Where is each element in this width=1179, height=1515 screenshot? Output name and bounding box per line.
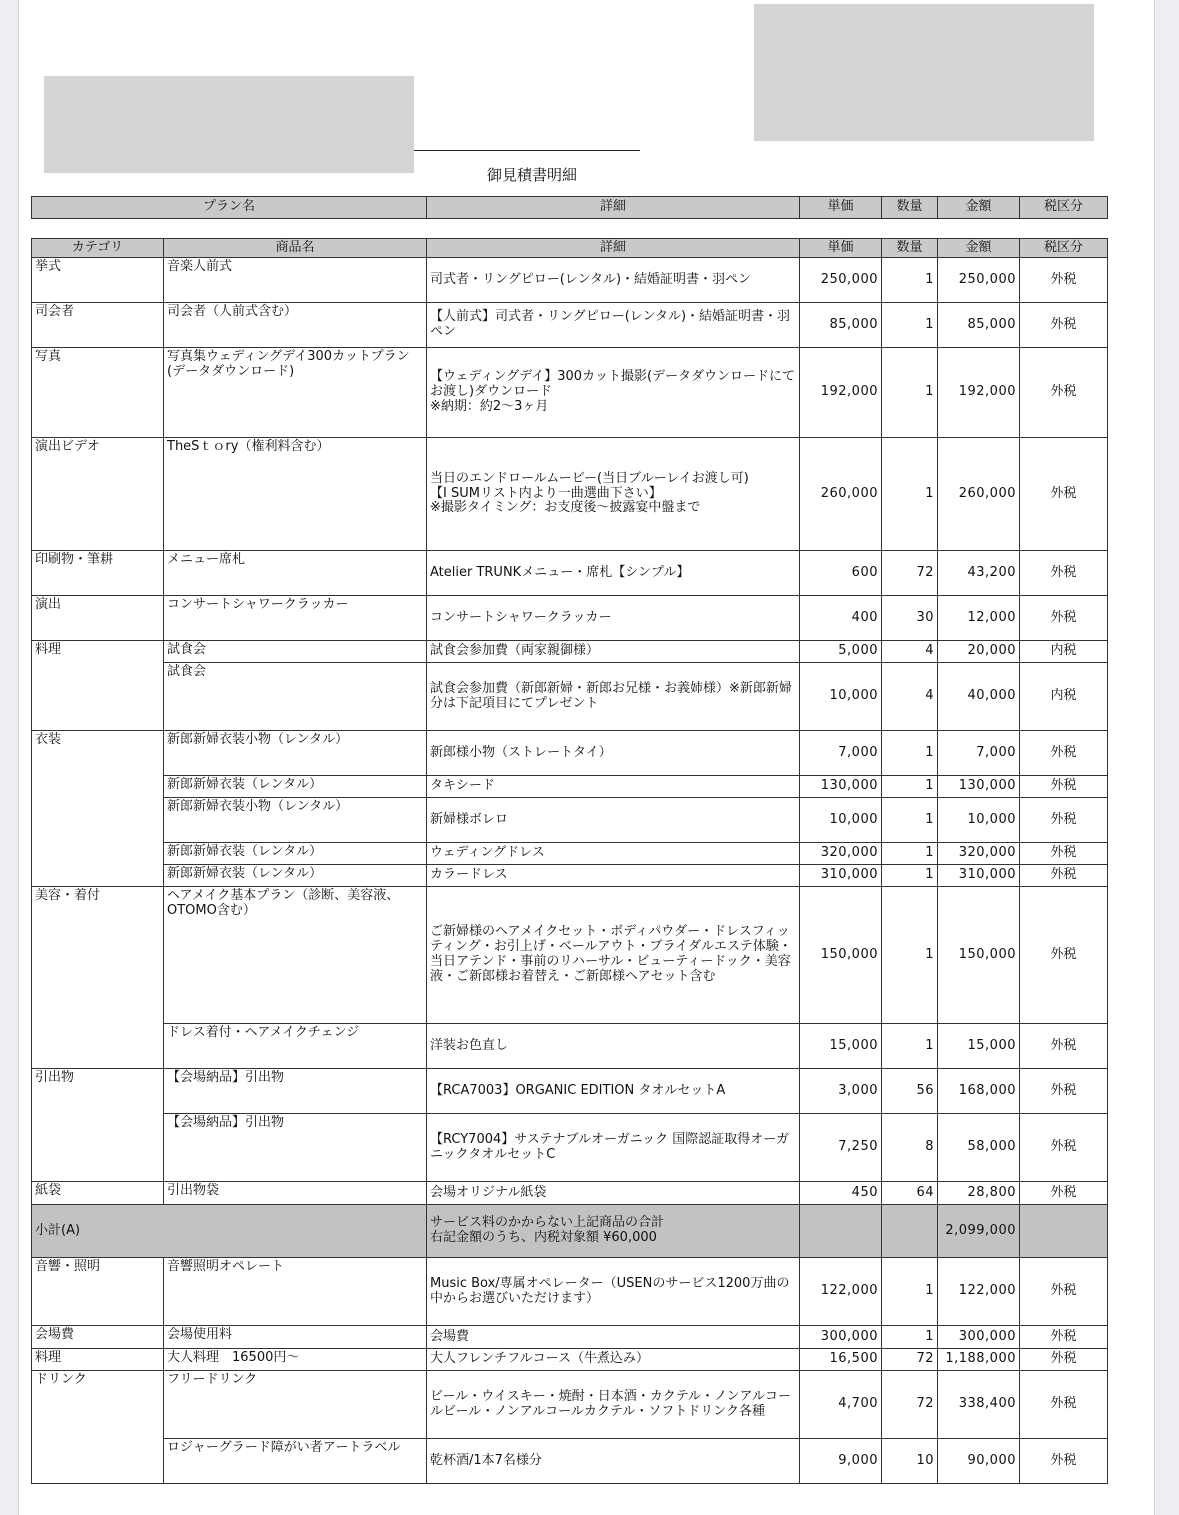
tax-type-cell: 外税 [1020, 865, 1108, 887]
detail-cell: 会場オリジナル紙袋 [427, 1182, 800, 1205]
detail-header-row [32, 239, 1108, 258]
table-row [32, 551, 1108, 596]
table-row [32, 663, 1108, 731]
tax-type-header: 税区分 [1020, 239, 1108, 258]
unit-price-cell: 10,000 [800, 798, 882, 843]
table-row [32, 843, 1108, 865]
tax-type-cell: 外税 [1020, 1069, 1108, 1114]
tax-type-cell: 内税 [1020, 641, 1108, 663]
table-row [32, 641, 1108, 663]
quantity-cell: 4 [882, 641, 938, 663]
unit-price-cell: 7,000 [800, 731, 882, 776]
category-cell [32, 865, 164, 887]
amount-header: 金額 [938, 239, 1020, 258]
table-row [32, 731, 1108, 776]
item-name-cell: フリードリンク [164, 1371, 427, 1439]
detail-cell: ご新婦様のヘアメイクセット・ボディパウダー・ドレスフィッティング・お引上げ・ベールアウト・ブライダルエステ体験・当日アテンド・事前のリハーサル・ビューティードック・美容液・ご新郎様お着替え・ご新郎様ヘアセット含む [427, 887, 800, 1024]
category-cell: 音響・照明 [32, 1258, 164, 1326]
unit-price-cell: 250,000 [800, 258, 882, 303]
unit-price-cell: 16,500 [800, 1349, 882, 1371]
quantity-cell: 4 [882, 663, 938, 731]
title-rule [414, 150, 640, 151]
amount-cell: 168,000 [938, 1069, 1020, 1114]
unit-price-cell: 192,000 [800, 348, 882, 438]
quantity-cell: 30 [882, 596, 938, 641]
tax-type-cell: 外税 [1020, 1371, 1108, 1439]
table-row [32, 596, 1108, 641]
item-name-cell: 音響照明オペレート [164, 1258, 427, 1326]
item-name-cell: 司会者（人前式含む） [164, 303, 427, 348]
plan-amount-header: 金額 [938, 197, 1020, 219]
table-row [32, 1069, 1108, 1114]
amount-cell: 58,000 [938, 1114, 1020, 1182]
unit-price-cell: 3,000 [800, 1069, 882, 1114]
tax-type-cell: 外税 [1020, 348, 1108, 438]
table-row [32, 1114, 1108, 1182]
item-name-cell: 写真集ウェディングデイ300カットプラン(データダウンロード) [164, 348, 427, 438]
unit-price-cell: 150,000 [800, 887, 882, 1024]
amount-cell: 15,000 [938, 1024, 1020, 1069]
detail-cell: 司式者・リングピロー(レンタル)・結婚証明書・羽ペン [427, 258, 800, 303]
tax-type-cell: 外税 [1020, 303, 1108, 348]
estimate-detail-table [31, 238, 1108, 1484]
amount-cell: 320,000 [938, 843, 1020, 865]
table-row [32, 776, 1108, 798]
table-row [32, 348, 1108, 438]
amount-cell: 122,000 [938, 1258, 1020, 1326]
item-name-cell: ヘアメイク基本プラン（診断、美容液、OTOMO含む） [164, 887, 427, 1024]
table-row [32, 1258, 1108, 1326]
category-cell [32, 798, 164, 843]
quantity-cell: 10 [882, 1439, 938, 1484]
quantity-cell: 1 [882, 303, 938, 348]
item-name-cell: 【会場納品】引出物 [164, 1069, 427, 1114]
item-name-cell: 会場使用料 [164, 1326, 427, 1349]
tax-type-cell: 外税 [1020, 1258, 1108, 1326]
unit-price-cell: 320,000 [800, 843, 882, 865]
table-row [32, 438, 1108, 551]
detail-cell: 新郎様小物（ストレートタイ） [427, 731, 800, 776]
item-name-cell: 新郎新婦衣装小物（レンタル） [164, 798, 427, 843]
item-name-cell: 新郎新婦衣装（レンタル） [164, 843, 427, 865]
item-name-cell: 音楽人前式 [164, 258, 427, 303]
detail-cell: 洋装お色直し [427, 1024, 800, 1069]
tax-type-cell: 外税 [1020, 776, 1108, 798]
detail-cell: ビール・ウイスキー・焼酎・日本酒・カクテル・ノンアルコールビール・ノンアルコールカクテル・ソフトドリンク各種 [427, 1371, 800, 1439]
tax-type-cell: 外税 [1020, 596, 1108, 641]
plan-tax-header: 税区分 [1020, 197, 1108, 219]
subtotal-qty-empty [882, 1205, 938, 1258]
table-row [32, 303, 1108, 348]
detail-cell: 大人フレンチフルコース（牛煮込み） [427, 1349, 800, 1371]
table-row [32, 1326, 1108, 1349]
tax-type-cell: 外税 [1020, 731, 1108, 776]
table-row [32, 258, 1108, 303]
category-cell: 料理 [32, 641, 164, 663]
category-cell: 引出物 [32, 1069, 164, 1114]
item-name-header: 商品名 [164, 239, 427, 258]
unit-price-cell: 122,000 [800, 1258, 882, 1326]
plan-price-header: 単価 [800, 197, 882, 219]
category-cell: 料理 [32, 1349, 164, 1371]
item-name-cell: メニュー席札 [164, 551, 427, 596]
unit-price-cell: 400 [800, 596, 882, 641]
category-cell: ドリンク [32, 1371, 164, 1439]
quantity-cell: 1 [882, 776, 938, 798]
category-cell: 演出ビデオ [32, 438, 164, 551]
quantity-cell: 72 [882, 1349, 938, 1371]
quantity-cell: 1 [882, 1024, 938, 1069]
detail-cell: コンサートシャワークラッカー [427, 596, 800, 641]
item-name-cell: 新郎新婦衣装（レンタル） [164, 776, 427, 798]
unit-price-cell: 85,000 [800, 303, 882, 348]
detail-header: 詳細 [427, 239, 800, 258]
item-name-cell: ロジャーグラード障がい者アートラベル [164, 1439, 427, 1484]
unit-price-cell: 10,000 [800, 663, 882, 731]
quantity-cell: 1 [882, 843, 938, 865]
detail-cell: 当日のエンドロールムービー(当日ブルーレイお渡し可) 【I SUMリスト内より一曲選曲下さい】 ※撮影タイミング：お支度後～披露宴中盤まで [427, 438, 800, 551]
item-name-cell: コンサートシャワークラッカー [164, 596, 427, 641]
quantity-cell: 1 [882, 438, 938, 551]
quantity-cell: 72 [882, 1371, 938, 1439]
unit-price-cell: 9,000 [800, 1439, 882, 1484]
tax-type-cell: 外税 [1020, 1349, 1108, 1371]
quantity-cell: 1 [882, 798, 938, 843]
amount-cell: 85,000 [938, 303, 1020, 348]
item-name-cell: ドレス着付・ヘアメイクチェンジ [164, 1024, 427, 1069]
tax-type-cell: 外税 [1020, 1439, 1108, 1484]
unit-price-cell: 4,700 [800, 1371, 882, 1439]
category-cell: 美容・着付 [32, 887, 164, 1024]
detail-cell: Music Box/専属オペレーター（USENのサービス1200万曲の中からお選びいただけます） [427, 1258, 800, 1326]
item-name-cell: TheSｔｏry（権利料含む） [164, 438, 427, 551]
item-name-cell: 新郎新婦衣装小物（レンタル） [164, 731, 427, 776]
item-name-cell: 試食会 [164, 663, 427, 731]
category-cell [32, 1024, 164, 1069]
amount-cell: 20,000 [938, 641, 1020, 663]
amount-cell: 10,000 [938, 798, 1020, 843]
item-name-cell: 大人料理 16500円～ [164, 1349, 427, 1371]
tax-type-cell: 外税 [1020, 258, 1108, 303]
subtotal-amount: 2,099,000 [938, 1205, 1020, 1258]
unit-price-cell: 450 [800, 1182, 882, 1205]
quantity-cell: 1 [882, 348, 938, 438]
quantity-cell: 72 [882, 551, 938, 596]
amount-cell: 43,200 [938, 551, 1020, 596]
table-row [32, 798, 1108, 843]
plan-header-table [31, 196, 1108, 219]
tax-type-cell: 外税 [1020, 1182, 1108, 1205]
subtotal-row [32, 1205, 1108, 1258]
detail-cell: 【人前式】司式者・リングピロー(レンタル)・結婚証明書・羽ペン [427, 303, 800, 348]
plan-qty-header: 数量 [882, 197, 938, 219]
redacted-block-right [754, 4, 1094, 141]
tax-type-cell: 外税 [1020, 551, 1108, 596]
category-cell: 紙袋 [32, 1182, 164, 1205]
table-row [32, 1371, 1108, 1439]
tax-type-cell: 外税 [1020, 887, 1108, 1024]
table-row [32, 1349, 1108, 1371]
detail-cell: 新婦様ボレロ [427, 798, 800, 843]
category-cell [32, 776, 164, 798]
quantity-cell: 1 [882, 731, 938, 776]
detail-cell: 試食会参加費（両家親御様） [427, 641, 800, 663]
category-cell: 司会者 [32, 303, 164, 348]
amount-cell: 260,000 [938, 438, 1020, 551]
subtotal-label: 小計(A) [32, 1205, 427, 1258]
unit-price-cell: 310,000 [800, 865, 882, 887]
item-name-cell: 新郎新婦衣装（レンタル） [164, 865, 427, 887]
unit-price-cell: 7,250 [800, 1114, 882, 1182]
quantity-cell: 1 [882, 1258, 938, 1326]
subtotal-price-empty [800, 1205, 882, 1258]
unit-price-cell: 300,000 [800, 1326, 882, 1349]
table-row [32, 1439, 1108, 1484]
unit-price-cell: 15,000 [800, 1024, 882, 1069]
table-row [32, 1024, 1108, 1069]
tax-type-cell: 外税 [1020, 1024, 1108, 1069]
detail-cell: タキシード [427, 776, 800, 798]
document-title: 御見積書明細 [487, 166, 578, 184]
plan-header-row [32, 197, 1108, 219]
redacted-block-left [44, 76, 414, 173]
tax-type-cell: 外税 [1020, 1326, 1108, 1349]
category-header: カテゴリ [32, 239, 164, 258]
quantity-cell: 1 [882, 258, 938, 303]
item-name-cell: 【会場納品】引出物 [164, 1114, 427, 1182]
detail-cell: 会場費 [427, 1326, 800, 1349]
table-row [32, 865, 1108, 887]
tax-type-cell: 外税 [1020, 798, 1108, 843]
unit-price-cell: 5,000 [800, 641, 882, 663]
category-cell: 会場費 [32, 1326, 164, 1349]
table-row [32, 887, 1108, 1024]
amount-cell: 150,000 [938, 887, 1020, 1024]
quantity-cell: 64 [882, 1182, 938, 1205]
amount-cell: 300,000 [938, 1326, 1020, 1349]
subtotal-note: サービス料のかからない上記商品の合計 右記金額のうち、内税対象額 ¥60,000 [427, 1205, 800, 1258]
amount-cell: 310,000 [938, 865, 1020, 887]
amount-cell: 130,000 [938, 776, 1020, 798]
amount-cell: 12,000 [938, 596, 1020, 641]
table-row [32, 1182, 1108, 1205]
item-name-cell: 試食会 [164, 641, 427, 663]
amount-cell: 192,000 [938, 348, 1020, 438]
category-cell: 写真 [32, 348, 164, 438]
category-cell [32, 1439, 164, 1484]
amount-cell: 90,000 [938, 1439, 1020, 1484]
amount-cell: 250,000 [938, 258, 1020, 303]
category-cell: 印刷物・筆耕 [32, 551, 164, 596]
tax-type-cell: 内税 [1020, 663, 1108, 731]
quantity-cell: 1 [882, 1326, 938, 1349]
detail-cell: 試食会参加費（新郎新婦・新郎お兄様・お義姉様）※新郎新婦分は下記項目にてプレゼント [427, 663, 800, 731]
category-cell: 演出 [32, 596, 164, 641]
amount-cell: 7,000 [938, 731, 1020, 776]
tax-type-cell: 外税 [1020, 843, 1108, 865]
quantity-header: 数量 [882, 239, 938, 258]
detail-cell: Atelier TRUNKメニュー・席札【シンプル】 [427, 551, 800, 596]
detail-cell: 【ウェディングデイ】300カット撮影(データダウンロードにてお渡し)ダウンロード ※納期：約2～3ヶ月 [427, 348, 800, 438]
quantity-cell: 8 [882, 1114, 938, 1182]
plan-detail-header: 詳細 [427, 197, 800, 219]
unit-price-cell: 260,000 [800, 438, 882, 551]
detail-cell: 【RCY7004】サステナブルオーガニック 国際認証取得オーガニックタオルセットC [427, 1114, 800, 1182]
category-cell [32, 843, 164, 865]
category-cell [32, 663, 164, 731]
unit-price-cell: 130,000 [800, 776, 882, 798]
tax-type-cell: 外税 [1020, 1114, 1108, 1182]
quantity-cell: 1 [882, 887, 938, 1024]
amount-cell: 338,400 [938, 1371, 1020, 1439]
amount-cell: 28,800 [938, 1182, 1020, 1205]
detail-cell: カラードレス [427, 865, 800, 887]
subtotal-tax-empty [1020, 1205, 1108, 1258]
tax-type-cell: 外税 [1020, 438, 1108, 551]
detail-cell: 【RCA7003】ORGANIC EDITION タオルセットA [427, 1069, 800, 1114]
unit-price-cell: 600 [800, 551, 882, 596]
quantity-cell: 56 [882, 1069, 938, 1114]
amount-cell: 40,000 [938, 663, 1020, 731]
category-cell: 挙式 [32, 258, 164, 303]
plan-name-header: プラン名 [32, 197, 427, 219]
unit-price-header: 単価 [800, 239, 882, 258]
category-cell: 衣装 [32, 731, 164, 776]
category-cell [32, 1114, 164, 1182]
detail-cell: ウェディングドレス [427, 843, 800, 865]
detail-cell: 乾杯酒/1本7名様分 [427, 1439, 800, 1484]
item-name-cell: 引出物袋 [164, 1182, 427, 1205]
amount-cell: 1,188,000 [938, 1349, 1020, 1371]
quantity-cell: 1 [882, 865, 938, 887]
